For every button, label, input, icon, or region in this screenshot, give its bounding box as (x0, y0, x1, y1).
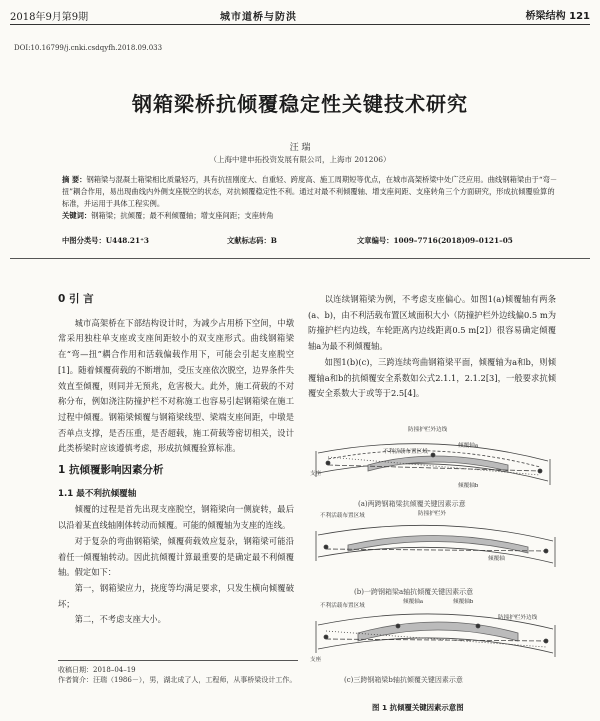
label-axis-b: 倾覆轴b (458, 483, 479, 489)
figure-1 (308, 423, 568, 713)
footnote (58, 660, 298, 685)
diagram-a (316, 444, 550, 485)
diagram-c-bearing-1 (324, 635, 328, 639)
section-0-heading: 0 引 言 (58, 293, 94, 305)
issue-date: 2018年9月第9期 (10, 12, 89, 23)
label-axis-a2: 倾覆轴a (403, 599, 424, 605)
right-column (308, 292, 556, 402)
section-0-paragraph: 城市高架桥在下部结构设计时，为减少占用桥下空间，中墩常采用独柱单支座或支座间距较小的双支座形式。曲线钢箱梁在“弯—扭”耦合作用和活载偏载作用下，可能会引起支座脱空[1]。随着倾覆荷载的不断增加，受压支座依次脱空，边界条件失效直至倾覆，则同并无预兆，危害极大。此外，施工荷载的不对称分布，例如浇注防撞护栏不对称施工也容易引起钢箱梁在施工过程中倾覆。钢箱梁倾覆与钢箱梁线型、梁端支座间距，中墩是否单点支撑，是否压重，是否超载，施工荷载等密切相关，设计此类桥梁时应该遵慎考虑，形成抗倾覆验算标准。 (58, 317, 294, 454)
caption-b: (b)一跨钢箱梁a轴抗倾覆关键因素示意 (354, 588, 474, 596)
figure-title: 图 1 抗倾覆关键因素示意图 (372, 703, 464, 712)
label-bearing: 支座 (310, 471, 322, 477)
running-header (10, 6, 590, 24)
clc-number: 中图分类号：U448.21⁺3 (62, 236, 149, 245)
right-paragraph-1: 以连续钢箱梁为例，不考虑支座偏心。如图1(a)倾覆轴有两条(a、b)，由不利活载布置区域面积大小（防撞护栏外边线偏0.5 m为防撞护栏内边线，车轮距离内边线距离0.5 m[2]）很容易确定倾覆轴a为最不利倾覆轴。 (308, 294, 556, 352)
label-axis-b2: 倾覆轴b (453, 599, 474, 605)
label-rail-outer-short: 防撞护栏外 (418, 511, 446, 517)
abstract-separator (10, 258, 590, 259)
abstract-label: 摘 要： (62, 175, 87, 184)
keywords-label: 关键词： (62, 211, 92, 220)
received-date: 收稿日期：2018–04–19 (58, 666, 136, 674)
figure-1-drawing (308, 423, 568, 713)
affiliation: （上海中建申拓投资发展有限公司，上海市 201206） (209, 155, 391, 164)
caption-c: (c)三跨钢箱梁b轴抗倾覆关键因素示意 (344, 676, 463, 684)
section-page: 桥梁结构 121 (525, 11, 590, 22)
keywords (62, 210, 560, 222)
paper-title: 钢箱梁桥抗倾覆稳定性关键技术研究 (132, 92, 468, 116)
label-rail-outer-c: 防撞护栏外边线 (498, 615, 538, 621)
label-zone-b: 不利活载布置区域 (320, 513, 365, 519)
doi: DOI:10.16799/j.cnki.csdqyfh.2018.09.033 (14, 44, 163, 52)
diagram-b-bearing-left (324, 545, 328, 549)
caption-a: (a)两跨钢箱梁抗倾覆关键因素示意 (358, 500, 466, 508)
diagram-a-bearing-left (326, 461, 330, 465)
article-number: 文章编号：1009–7716(2018)09–0121–05 (357, 236, 513, 245)
diagram-c-bearing-3 (476, 624, 480, 628)
left-column (58, 292, 294, 628)
section-1-1-paragraph-3: 第一，钢箱梁应力，挠度等均满足要求，只发生横向倾覆破坏； (58, 582, 294, 609)
document-code: 文献标志码：B (227, 236, 277, 245)
diagram-b-bearing-right (544, 549, 548, 553)
section-1-1-paragraph-1: 倾覆的过程是首先出现支座脱空，钢箱梁向一侧旋转，最后以沿着某直线轴刚体转动而倾覆。可能的倾覆轴为支座的连线。 (58, 504, 294, 531)
diagram-a-bearing-mid (431, 453, 435, 457)
abstract (62, 174, 560, 210)
keywords-text: 钢箱梁；抗倾覆；最不利倾覆轴；增支座间距；支座转角 (91, 211, 274, 220)
label-zone-a: 不利活载布置区域 (383, 449, 428, 455)
label-zone-c: 不利活载布置区域 (320, 603, 365, 609)
diagram-c-bearing-4 (544, 639, 548, 643)
author: 汪 瑞 (289, 143, 311, 153)
right-paragraph-2: 如图1(b)(c)，三跨连续弯曲钢箱梁平面，倾覆轴为a和b，则倾覆轴a和b的抗倾覆安全系数如公式2.1.1，2.1.2[3]，一般要求抗倾覆安全系数大于或等于2.5[4]。 (308, 356, 556, 399)
label-rail-outer: 防撞护栏外边线 (408, 427, 448, 433)
author-bio: 作者简介：汪瑞（1986－），男，湖北成了人，工程师，从事桥梁设计工作。 (58, 676, 297, 684)
journal-name: 城市道桥与防洪 (220, 12, 297, 23)
header-rule (10, 24, 590, 25)
section-1-1-paragraph-4: 第二，不考虑支座大小。 (74, 614, 166, 625)
abstract-block (62, 174, 560, 222)
section-1-1-heading: 1.1 最不利抗倾覆轴 (58, 488, 137, 499)
diagram-a-bearing-right (538, 469, 542, 473)
diagram-c-bearing-2 (396, 624, 400, 628)
abstract-text: 钢箱梁与混凝土箱梁相比质量轻巧，具有抗扭刚度大、自重轻、跨度高、施工周期短等优点，在城市高架桥梁中处广泛应用。曲线钢箱梁由于“弯－扭”耦合作用，易出现曲线内外侧支座脱空的状态，对抗倾覆稳定性不利。通过对最不利倾覆轴、增支座间距、支座转角三个方面研究，形成抗倾覆验算的标准，并运用于具体工程实例。 (62, 175, 558, 208)
diagram-b (316, 525, 555, 567)
section-1-1-paragraph-2: 对于复杂的弯曲钢箱梁，倾覆荷载效应复杂，钢箱梁可能沿着任一倾覆轴转动。因此抗倾覆计算最重要的是确定最不利倾覆轴。假定如下： (58, 535, 294, 578)
label-axis-a: 倾覆轴a (458, 443, 479, 449)
label-overturn-axis: 倾覆轴 (488, 556, 505, 562)
label-bearing-c: 支座 (310, 657, 322, 663)
section-1-heading: 1 抗倾覆影响因素分析 (58, 464, 164, 477)
